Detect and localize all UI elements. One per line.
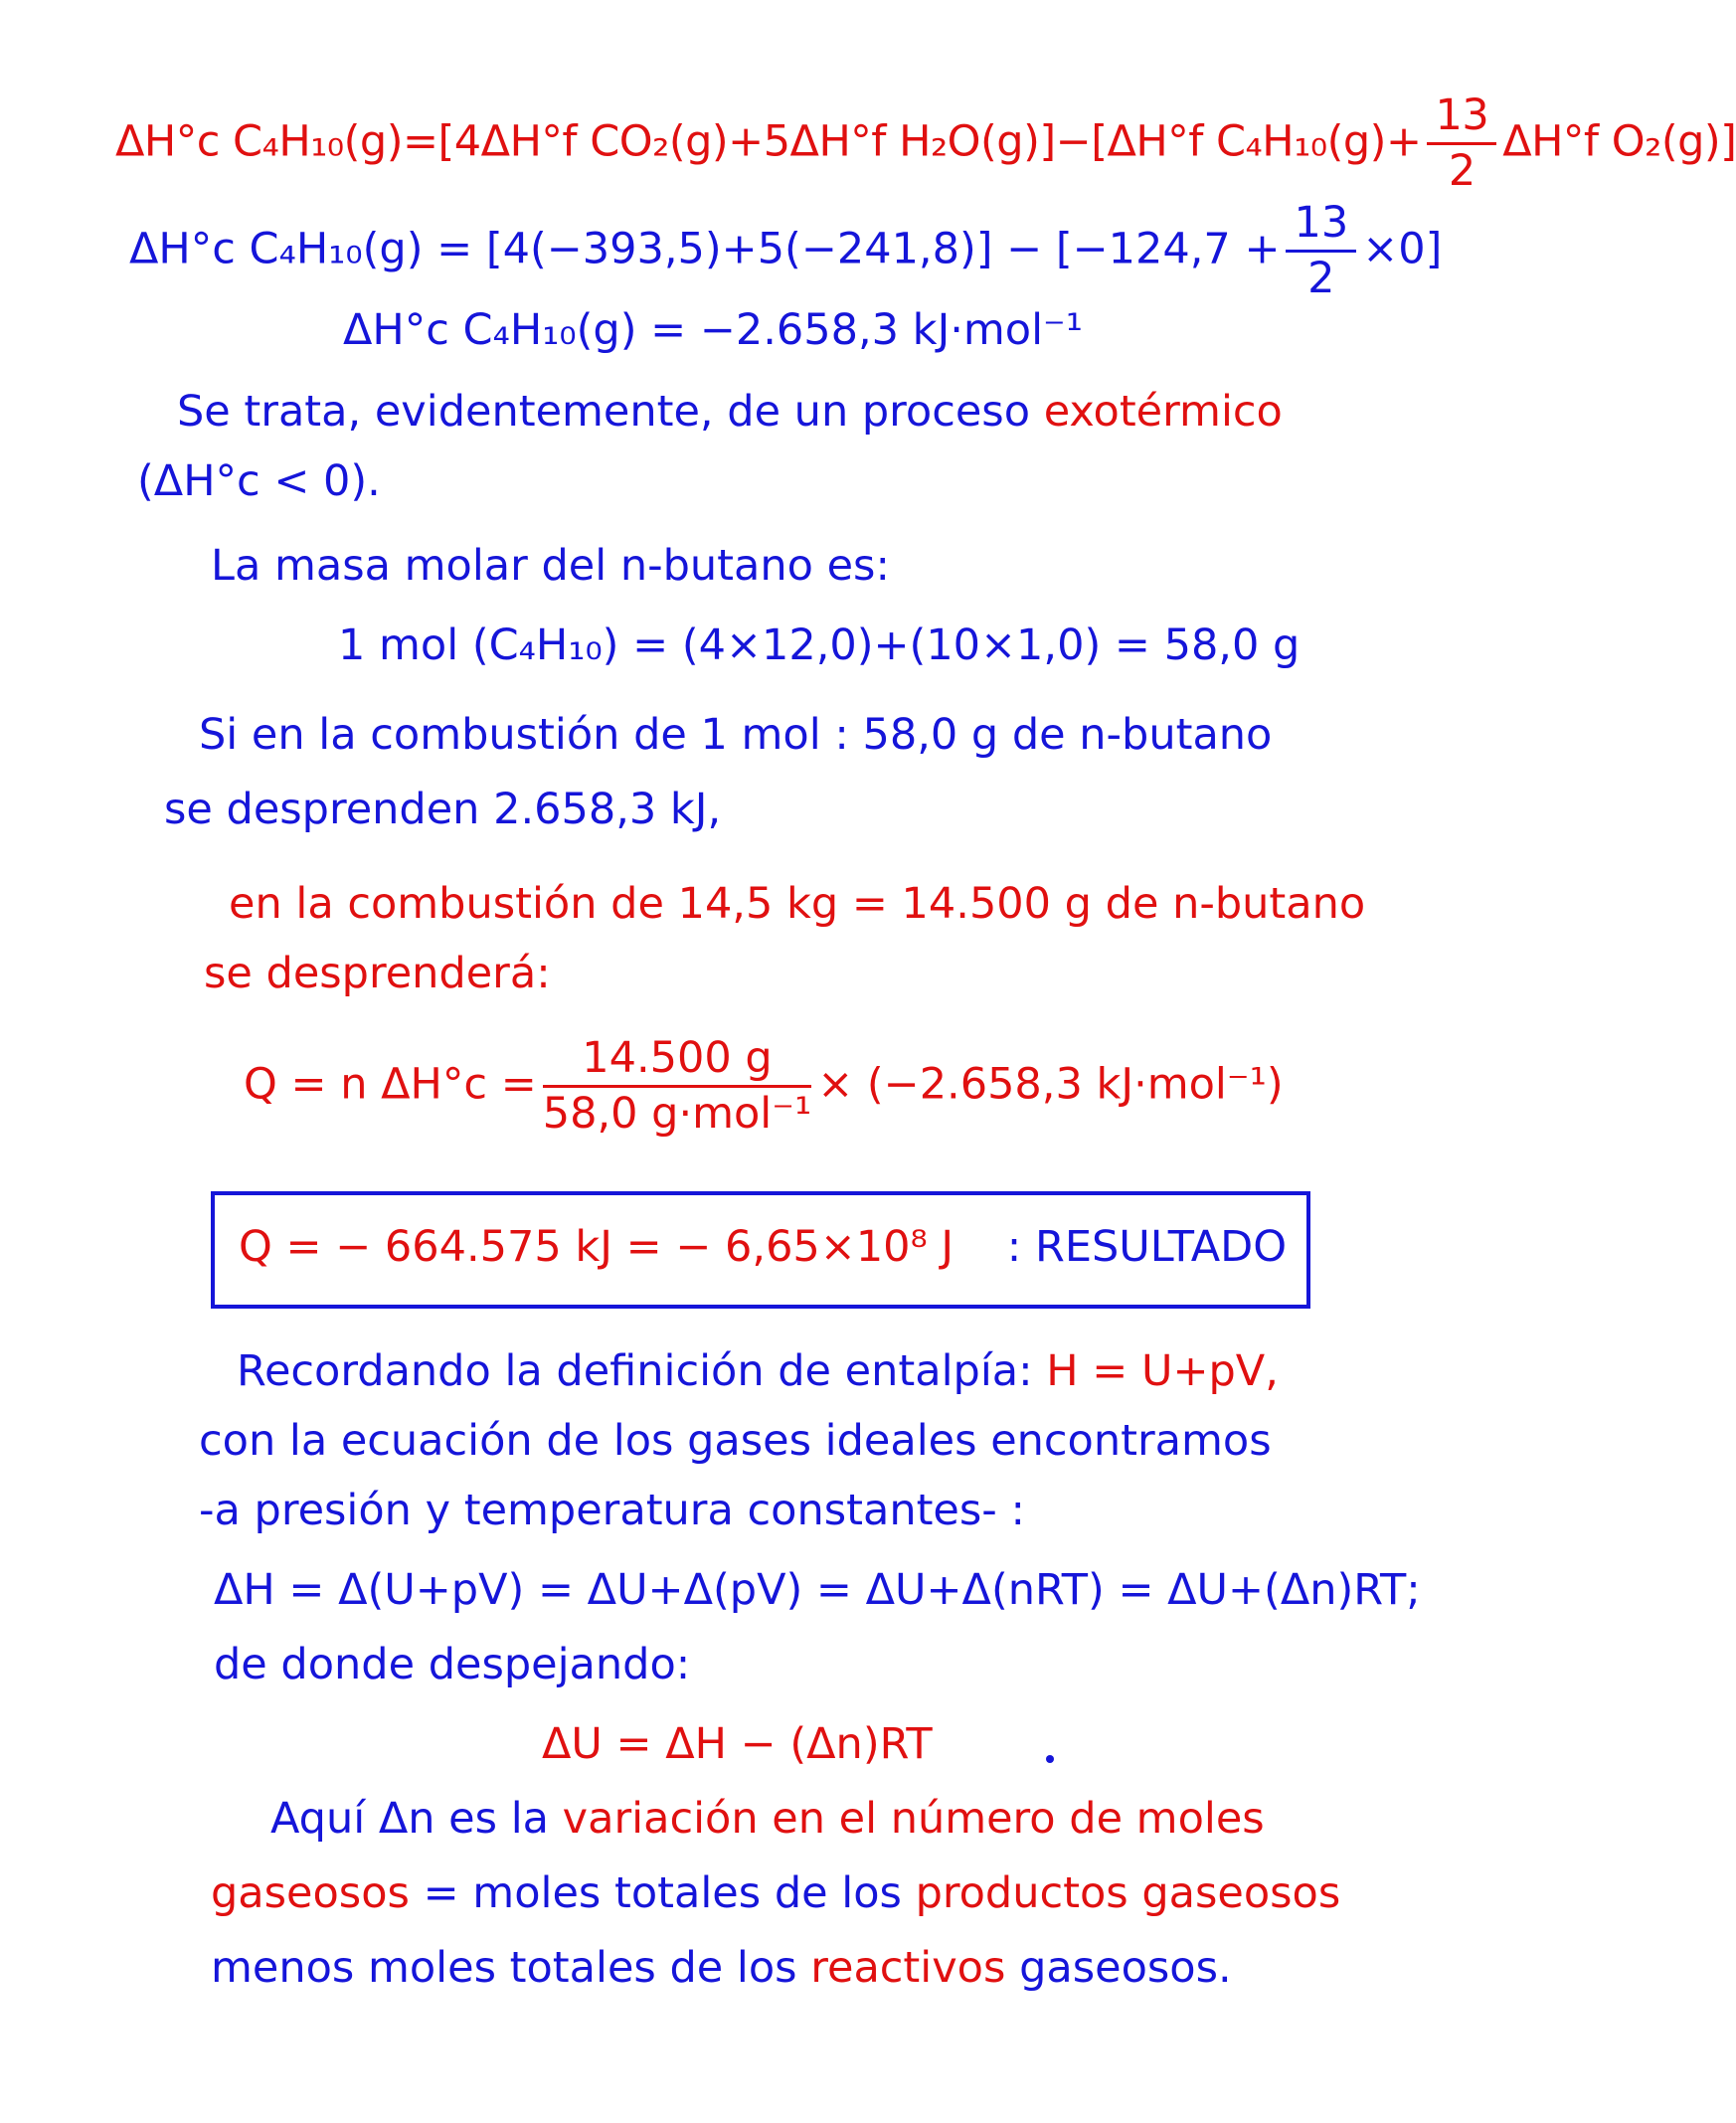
combustion-mass: en la combustión de 14,5 kg = 14.500 g de n-butano	[229, 879, 1366, 929]
para6-l3-b: reactivos	[810, 1943, 1006, 1993]
constant-conditions-line: -a presión y temperatura constantes- :	[199, 1486, 1025, 1535]
eq1-lhs: ΔH°c C₄H₁₀(g)	[115, 116, 403, 167]
eq2-frac-den: 2	[1307, 254, 1335, 304]
result-value: Q = − 664.575 kJ = − 6,65×10⁸ J	[239, 1222, 955, 1272]
solving-line: de donde despejando:	[214, 1640, 691, 1689]
para6-l1-a: Aquí	[270, 1794, 366, 1844]
eq1-products: [4ΔH°f CO₂(g)+5ΔH°f H₂O(g)]	[437, 116, 1056, 167]
para1-exothermic: exotérmico	[1043, 387, 1283, 437]
enthalpy-definition-line	[237, 1347, 1279, 1396]
eq1-frac-num: 13	[1427, 91, 1496, 145]
para6-l2-b: = moles totales de los	[423, 1868, 902, 1918]
para6-l2-a: gaseosos	[211, 1868, 410, 1918]
result-line	[239, 1223, 1287, 1272]
eq4-rhs: × (−2.658,3 kJ·mol⁻¹)	[817, 1059, 1284, 1110]
delta-n-definition-line1	[270, 1795, 1265, 1844]
combustion-mass-2: se desprenderá:	[204, 949, 551, 998]
stray-dot	[1046, 1755, 1054, 1763]
ideal-gas-line: con la ecuación de los gases ideales encontramos	[199, 1416, 1272, 1466]
equation-enthalpy-result: ΔH°c C₄H₁₀(g) = −2.658,3 kJ·mol⁻¹	[343, 305, 1083, 355]
eq2-fraction	[1286, 199, 1356, 304]
para6-l3-a: menos moles totales de los	[211, 1943, 797, 1993]
eq1-reactants: [ΔH°f C₄H₁₀(g)+	[1091, 116, 1422, 167]
eq4-fraction	[543, 1034, 811, 1140]
para6-l1-c: variación en el número de moles	[562, 1794, 1265, 1844]
para5-text: Recordando la definición de entalpía:	[237, 1346, 1033, 1396]
delta-n-definition-line2	[211, 1869, 1340, 1918]
eq4-frac-den: 58,0 g·mol⁻¹	[542, 1089, 812, 1140]
eq2-frac-num: 13	[1286, 199, 1356, 253]
delta-h-derivation: ΔH = Δ(U+pV) = ΔU+Δ(pV) = ΔU+Δ(nRT) = ΔU+(Δn)RT;	[214, 1565, 1421, 1615]
eq2-rhs-end: ×0]	[1362, 224, 1443, 274]
eq2-rhs: = [4(−393,5)+5(−241,8)] − [−124,7 +	[436, 224, 1281, 274]
para5-formula: H = U+pV,	[1046, 1346, 1279, 1396]
combustion-one-mol-energy: se desprenden 2.658,3 kJ,	[164, 785, 722, 834]
combustion-one-mol: Si en la combustión de 1 mol : 58,0 g de n-butano	[199, 710, 1273, 760]
eq1-equals: =	[402, 116, 438, 167]
heat-equation	[244, 1034, 1284, 1140]
eq1-minus: −	[1055, 116, 1092, 167]
eq2-lhs: ΔH°c C₄H₁₀(g)	[129, 224, 424, 274]
equation-enthalpy-definition	[115, 91, 1736, 197]
para1-text: Se trata, evidentemente, de un proceso	[177, 387, 1031, 437]
eq1-frac-den: 2	[1448, 146, 1476, 197]
paragraph-exothermic	[177, 388, 1283, 437]
eq1-oxygen-term: ΔH°f O₂(g)]	[1502, 116, 1736, 167]
eq4-frac-num: 14.500 g	[543, 1034, 811, 1088]
para6-l2-c: productos gaseosos	[915, 1868, 1341, 1918]
result-label: : RESULTADO	[1006, 1222, 1288, 1272]
para6-l3-c: gaseosos.	[1019, 1943, 1232, 1993]
eq4-lhs: Q = n ΔH°c =	[244, 1059, 537, 1110]
delta-n-definition-line3	[211, 1944, 1232, 1993]
eq1-fraction	[1427, 91, 1496, 197]
molar-mass-formula: 1 mol (C₄H₁₀) = (4×12,0)+(10×1,0) = 58,0 g	[338, 620, 1301, 670]
para6-l1-b: Δn es la	[378, 1794, 549, 1844]
molar-mass-intro: La masa molar del n-butano es:	[211, 541, 890, 591]
delta-u-equation: ΔU = ΔH − (Δn)RT	[542, 1719, 933, 1769]
equation-enthalpy-values	[129, 199, 1442, 304]
para1-condition: (ΔH°c < 0).	[137, 456, 381, 506]
